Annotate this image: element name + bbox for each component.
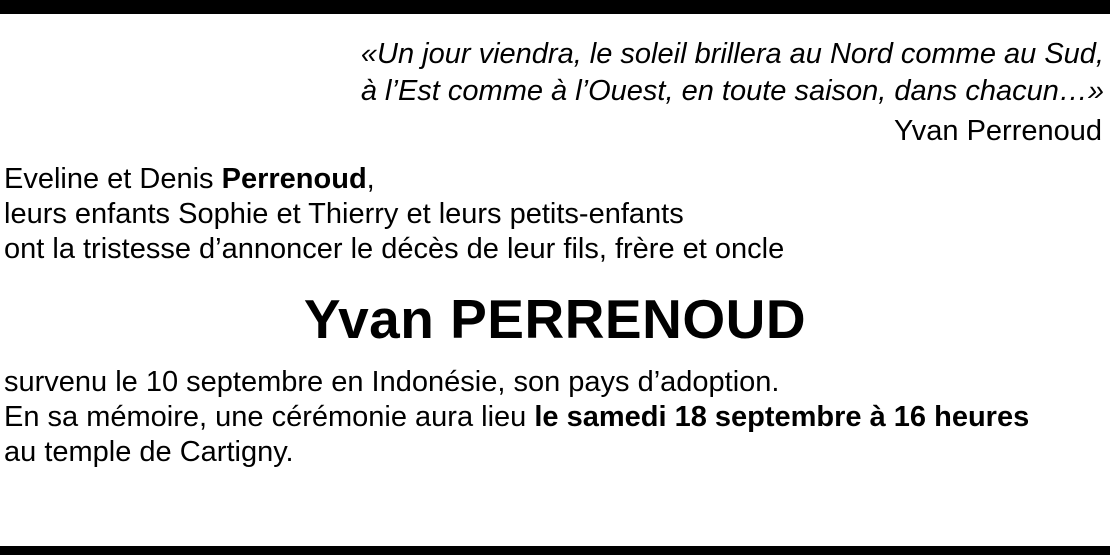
quote-block: [4, 14, 1106, 150]
details-line-2: [4, 400, 1106, 435]
details-line-3: au temple de Cartigny.: [4, 436, 294, 468]
quote-line-1: «Un jour viendra, le soleil brillera au Nord comme au Sud,: [360, 38, 1104, 70]
top-rule: [0, 0, 1110, 14]
family-surname: Perrenoud: [221, 163, 367, 195]
ceremony-datetime: le samedi 18 septembre à 16 heures: [534, 401, 1030, 433]
details-line-2-prefix: En sa mémoire, une cérémonie aura lieu: [4, 401, 535, 433]
family-line-1-prefix: Eveline et Denis: [4, 163, 222, 195]
deceased-name: Yvan PERRENOUD: [303, 288, 807, 350]
family-line-2: leurs enfants Sophie et Thierry et leurs petits-enfants: [4, 198, 684, 230]
quote-line-2: à l’Est comme à l’Ouest, en toute saison, dans chacun…»: [360, 75, 1104, 107]
bottom-rule: [0, 546, 1110, 555]
notice-content: [0, 14, 1110, 546]
family-line-1-suffix: ,: [366, 163, 375, 195]
details-line-1: survenu le 10 septembre en Indonésie, son pays d’adoption.: [4, 366, 780, 398]
family-line-3: ont la tristesse d’annoncer le décès de leur fils, frère et oncle: [4, 233, 785, 265]
details-block: [4, 365, 1106, 470]
family-block: [4, 150, 1106, 267]
family-line-1: [4, 162, 1106, 197]
quote-author: Yvan Perrenoud: [894, 115, 1102, 147]
